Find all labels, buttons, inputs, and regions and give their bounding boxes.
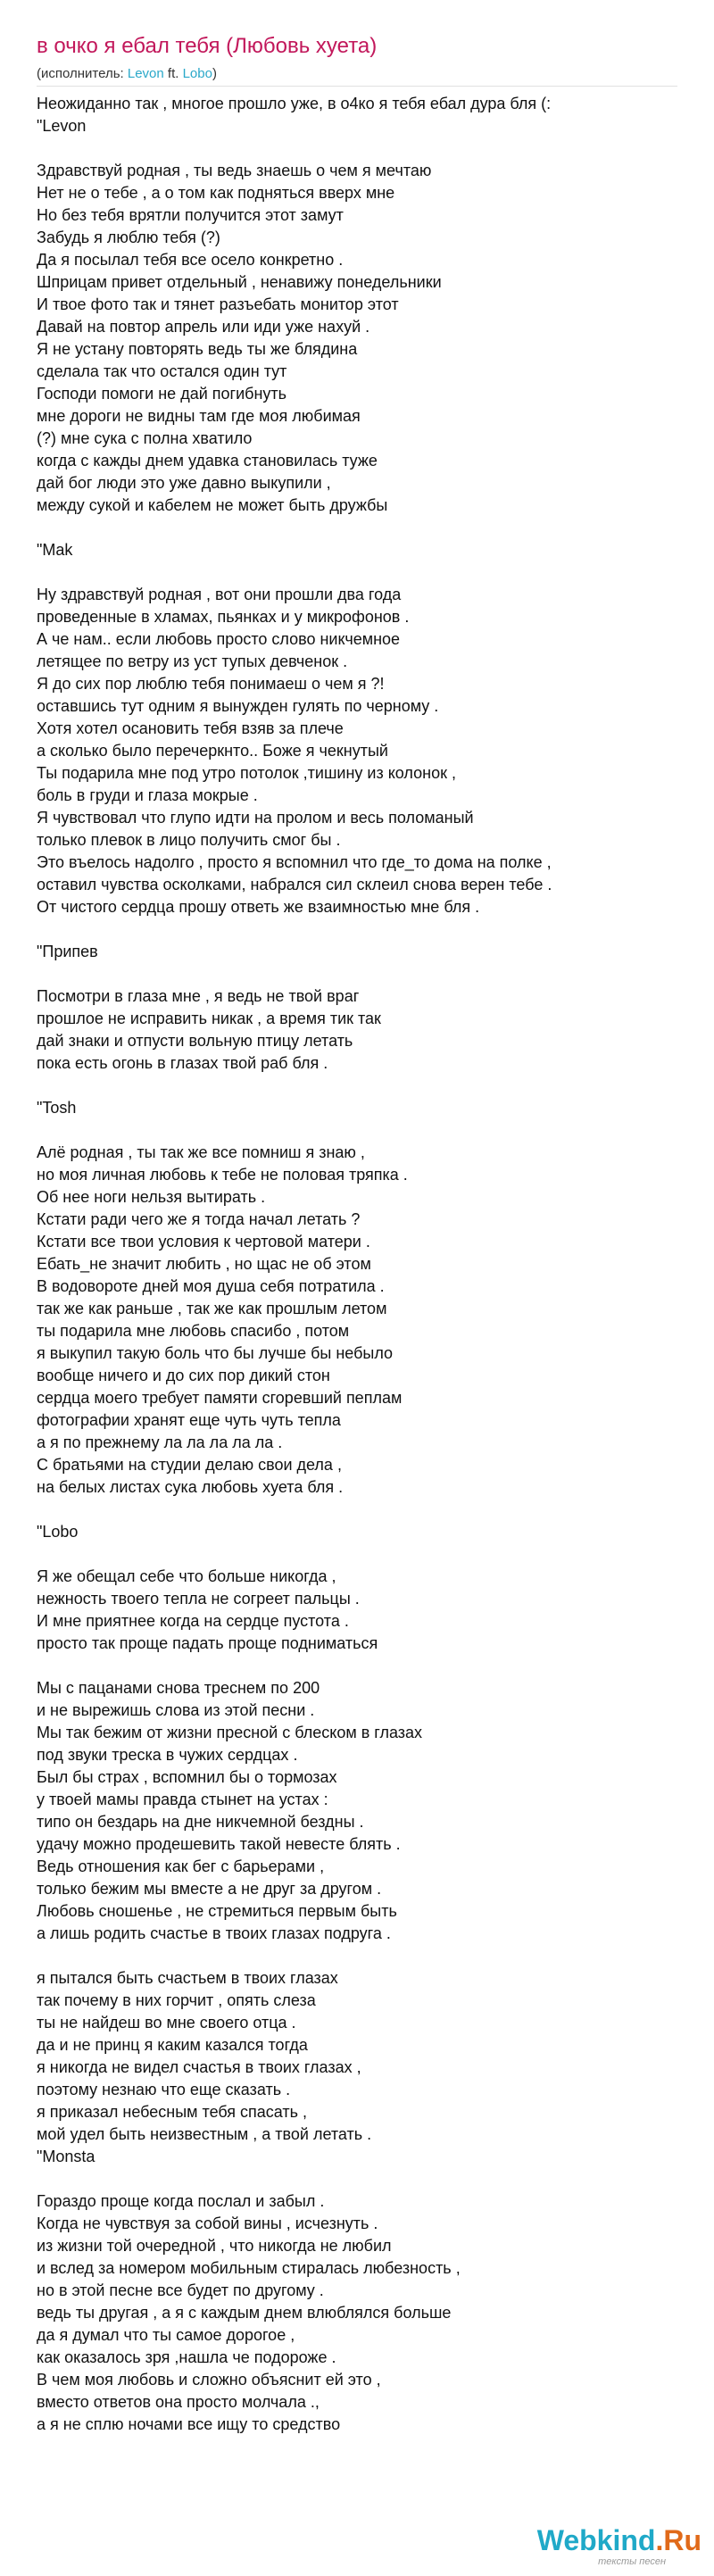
lyric-line: Шприцам привет отдельный , ненавижу понедельники [37, 273, 442, 291]
lyric-line: да я думал что ты самое дорогое , [37, 2326, 295, 2344]
lyric-line: Гораздо проще когда послал и забыл . [37, 2192, 325, 2210]
lyric-line: на белых листах сука любовь хуета бля . [37, 1478, 344, 1496]
lyric-line: "Припев [37, 943, 98, 960]
lyric-line: Любовь сношенье , не стремиться первым быть [37, 1902, 397, 1920]
lyric-line: я пытался быть счастьем в твоих глазах [37, 1969, 338, 1987]
lyric-line: И твое фото так и тянет разъебать монитор этот [37, 295, 399, 313]
lyric-line: Я чувствовал что глупо идти на пролом и весь поломаный [37, 809, 474, 827]
lyric-line: между сукой и кабелем не может быть дружбы [37, 496, 388, 514]
performer-suffix: ) [212, 66, 217, 81]
lyric-line: проведенные в хламах, пьянках и у микрофонов . [37, 608, 410, 626]
lyric-line: Кстати ради чего же я тогда начал летать ? [37, 1210, 361, 1228]
lyric-line: но моя личная любовь к тебе не половая тряпка . [37, 1166, 408, 1184]
lyric-line: типо он бездарь на дне никчемной бездны . [37, 1813, 364, 1831]
performer-separator: ft. [163, 66, 183, 81]
lyric-line: как оказалось зря ,нашла че подороже . [37, 2348, 336, 2366]
lyric-line: Об нее ноги нельзя вытирать . [37, 1188, 266, 1206]
lyric-line: Но без тебя врятли получится этот замут [37, 206, 344, 224]
lyric-line: а сколько было перечеркнто.. Боже я чекнутый [37, 742, 388, 760]
lyric-line: и не вырежишь слова из этой песни . [37, 1701, 315, 1719]
lyric-line [37, 2168, 679, 2190]
lyric-line [37, 1499, 679, 1521]
lyric-line: ты не найдеш во мне своего отца . [37, 2014, 296, 2032]
lyric-line: Ебать_не значит любить , но щас не об этом [37, 1255, 371, 1273]
lyric-line: пока есть огонь в глазах твой раб бля . [37, 1054, 328, 1072]
lyric-line: вообще ничего и до сих пор дикий стон [37, 1367, 330, 1384]
lyric-line [37, 1945, 679, 1967]
lyric-line: просто так проще падать проще подниматься [37, 1634, 378, 1652]
performer-link-lobo[interactable]: Lobo [182, 66, 212, 81]
lyric-line: Мы с пацанами снова треснем по 200 [37, 1679, 320, 1697]
lyric-line: из жизни той очередной , что никогда не любил [37, 2237, 392, 2255]
lyric-line: С братьями на студии делаю свои дела , [37, 1456, 342, 1474]
lyric-line: оставшись тут одним я вынужден гулять по черному . [37, 697, 439, 715]
lyric-line: От чистого сердца прошу ответь же взаимностью мне бля . [37, 898, 480, 916]
lyric-line [37, 561, 679, 584]
lyric-line: В чем моя любовь и сложно объяснит ей это , [37, 2371, 381, 2389]
lyric-line: Я до сих пор люблю тебя понимаеш о чем я ?! [37, 675, 385, 693]
lyric-line: Мы так бежим от жизни пресной с блеском в глазах [37, 1724, 423, 1741]
lyric-line: Хотя хотел осановить тебя взяв за плече [37, 719, 344, 737]
lyrics-text [37, 93, 679, 2436]
lyric-line [37, 918, 679, 941]
lyric-line: а я не сплю ночами все ищу то средство [37, 2415, 341, 2433]
lyric-line: фотографии хранят еще чуть чуть тепла [37, 1411, 341, 1429]
lyric-line: сделала так что остался один тут [37, 362, 287, 380]
webkind-logo-text [537, 2524, 702, 2557]
lyric-line [37, 1075, 679, 1097]
lyric-line: Ведь отношения как бег с барьерами , [37, 1857, 325, 1875]
lyric-line: мой удел быть неизвестным , а твой летать . [37, 2125, 372, 2143]
lyric-line: (?) мне сука с полна хватило [37, 429, 253, 447]
lyric-line: ведь ты другая , а я с каждым днем влюблялся больше [37, 2304, 452, 2322]
lyric-line: Посмотри в глаза мне , я ведь не твой враг [37, 987, 360, 1005]
lyric-line: так же как раньше , так же как прошлым летом [37, 1300, 387, 1317]
lyric-line [37, 1655, 679, 1677]
lyric-line: удачу можно продешевить такой невесте блять . [37, 1835, 401, 1853]
lyric-line: Здравствуй родная , ты ведь знаешь о чем я мечтаю [37, 162, 432, 179]
lyric-line: Ты подарила мне под утро потолок ,тишину из колонок , [37, 764, 456, 782]
title-divider [37, 86, 677, 87]
lyric-line: боль в груди и глаза мокрые . [37, 786, 258, 804]
lyric-line: мне дороги не видны там где моя любимая [37, 407, 361, 425]
lyric-line: Да я посылал тебя все осело конкретно . [37, 251, 344, 269]
lyric-line: Когда не чувствуя за собой вины , исчезнуть . [37, 2215, 378, 2232]
lyric-line: у твоей мамы правда стынет на устах : [37, 1791, 328, 1808]
lyric-line: когда с кажды днем удавка становилась туже [37, 452, 378, 469]
lyric-line: я никогда не видел счастья в твоих глазах , [37, 2058, 361, 2076]
webkind-logo-part2: .Ru [655, 2524, 702, 2556]
lyric-line: оставил чувства осколками, набрался сил склеил снова верен тебе . [37, 876, 552, 893]
lyric-line: только бежим мы вместе а не друг за другом . [37, 1880, 382, 1898]
lyric-line: "Levon [37, 117, 87, 135]
lyric-line: ты подарила мне любовь спасибо , потом [37, 1322, 350, 1340]
lyric-line [37, 1119, 679, 1142]
webkind-logo-part1: Webkind [536, 2524, 656, 2556]
lyric-line: я выкупил такую боль что бы лучше бы небыло [37, 1344, 394, 1362]
lyric-line: Нет не о тебе , а о том как подняться вверх мне [37, 184, 395, 202]
lyric-line: дай знаки и отпусти вольную птицу летать [37, 1032, 353, 1050]
performer-line [37, 66, 217, 81]
lyric-line: "Tosh [37, 1099, 77, 1117]
lyric-line: дай бог люди это уже давно выкупили , [37, 474, 331, 492]
lyric-line [37, 963, 679, 985]
lyric-line: Я не устану повторять ведь ты же блядина [37, 340, 358, 358]
lyric-line: вместо ответов она просто молчала ., [37, 2393, 320, 2411]
lyric-line: летящее по ветру из уст тупых девченок . [37, 652, 348, 670]
lyric-line: но в этой песне все будет по другому . [37, 2281, 324, 2299]
lyric-line [37, 1543, 679, 1566]
performer-link-levon[interactable]: Levon [127, 66, 164, 81]
lyric-line: и вслед за номером мобильным стиралась любезность , [37, 2259, 461, 2277]
lyric-line: "Mak [37, 541, 73, 559]
lyric-line: сердца моего требует памяти сгоревший пеплам [37, 1389, 403, 1407]
lyric-line: В водовороте дней моя душа себя потратила . [37, 1277, 385, 1295]
lyric-line: Кстати все твои условия к чертовой матери . [37, 1233, 370, 1251]
lyric-line: так почему в них горчит , опять слеза [37, 1991, 316, 2009]
lyric-line: "Monsta [37, 2148, 95, 2165]
lyric-line: Ну здравствуй родная , вот они прошли два года [37, 586, 402, 603]
lyric-line: Я же обещал себе что больше никогда , [37, 1567, 336, 1585]
song-title: в очко я ебал тебя (Любовь хуета) [37, 34, 378, 58]
lyric-line: прошлое не исправить никак , а время тик так [37, 1010, 381, 1027]
webkind-logo[interactable] [536, 2524, 702, 2569]
lyric-line: поэтому незнаю что еще сказать . [37, 2081, 291, 2098]
lyric-line: Алё родная , ты так же все помниш я знаю , [37, 1143, 365, 1161]
lyric-line: Давай на повтор апрель или иди уже нахуй . [37, 318, 370, 336]
lyric-line: А че нам.. если любовь просто слово никчемное [37, 630, 401, 648]
lyric-line: только плевок в лицо получить смог бы . [37, 831, 341, 849]
lyric-line [37, 517, 679, 539]
performer-prefix: (исполнитель: [37, 66, 128, 81]
lyric-line: Это въелось надолго , просто я вспомнил что где_то дома на полке , [37, 853, 552, 871]
lyric-line: И мне приятнее когда на сердце пустота . [37, 1612, 349, 1630]
lyric-line: нежность твоего тепла не согреет пальцы . [37, 1590, 360, 1608]
lyric-line: "Lobo [37, 1523, 79, 1541]
lyric-line: я приказал небесным тебя спасать , [37, 2103, 308, 2121]
lyric-line: а я по прежнему ла ла ла ла ла . [37, 1433, 283, 1451]
lyric-line: а лишь родить счастье в твоих глазах подруга . [37, 1924, 391, 1942]
lyric-line: под звуки треска в чужих сердцах . [37, 1746, 298, 1764]
lyric-line: Неожиданно так , многое прошло уже, в о4ко я тебя ебал дура бля (: [37, 95, 552, 112]
lyric-line: да и не принц я каким казался тогда [37, 2036, 308, 2054]
lyric-line: Господи помоги не дай погибнуть [37, 385, 287, 403]
lyric-line: Забудь я люблю тебя (?) [37, 229, 220, 246]
webkind-logo-subtitle: тексты песен [598, 2556, 666, 2567]
lyric-line [37, 137, 679, 160]
lyric-line: Был бы страх , вспомнил бы о тормозах [37, 1768, 337, 1786]
